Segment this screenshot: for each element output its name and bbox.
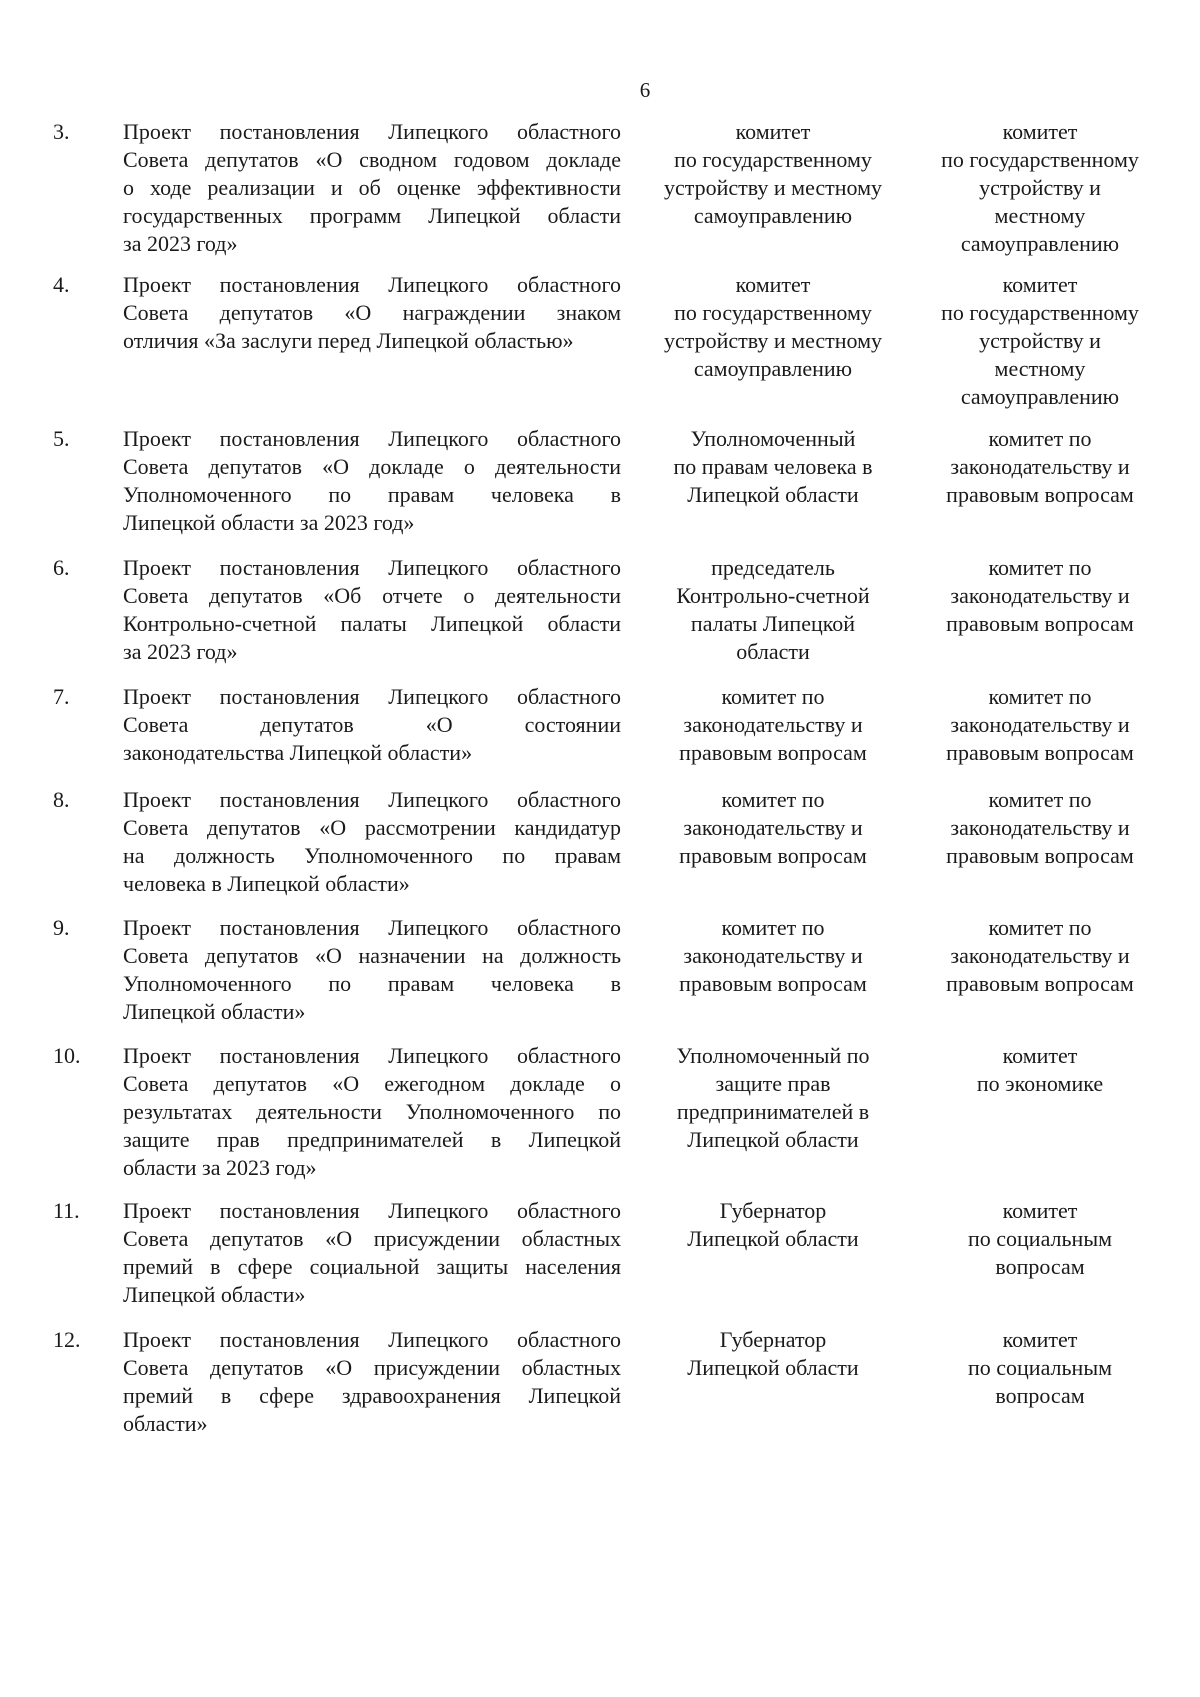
item-initiator-line: комитет	[735, 119, 811, 144]
item-committee-line: комитет по	[988, 426, 1092, 451]
item-initiator-line: самоуправлению	[693, 203, 853, 228]
item-initiator-line: Уполномоченный по	[676, 1043, 870, 1068]
item-title	[123, 271, 621, 355]
item-title-line: премий в сфере социальной защиты населения	[123, 1254, 621, 1279]
item-initiator-line: самоуправлению	[693, 356, 853, 381]
item-initiator	[643, 118, 903, 230]
item-committee-line: правовым вопросам	[946, 843, 1134, 868]
item-title-line: Проект постановления Липецкого областного	[123, 1327, 621, 1352]
item-title	[123, 683, 621, 767]
item-title-line: Проект постановления Липецкого областного	[123, 555, 621, 580]
item-title-line: на должность Уполномоченного по правам	[123, 843, 621, 868]
item-title-line: Совета депутатов «О ежегодном докладе о	[123, 1071, 621, 1096]
item-title-line: Проект постановления Липецкого областного	[123, 272, 621, 297]
item-initiator-line: по правам человека в	[673, 454, 873, 479]
item-title-line: за 2023 год»	[123, 639, 238, 664]
item-committee-line: правовым вопросам	[946, 611, 1134, 636]
item-title-line: Совета депутатов «О докладе о деятельности	[123, 454, 621, 479]
item-title-line: Липецкой области»	[123, 999, 306, 1024]
item-committee	[912, 118, 1168, 258]
item-title-line: государственных программ Липецкой области	[123, 203, 621, 228]
item-title-line: Проект постановления Липецкого областного	[123, 426, 621, 451]
item-committee-line: правовым вопросам	[946, 740, 1134, 765]
item-committee-line: устройству и	[979, 175, 1101, 200]
item-title-line: Совета депутатов «Об отчете о деятельности	[123, 583, 621, 608]
item-title-line: человека в Липецкой области»	[123, 871, 410, 896]
item-initiator	[643, 914, 903, 998]
item-initiator	[643, 683, 903, 767]
item-committee-line: комитет	[1002, 119, 1078, 144]
item-title-line: Липецкой области»	[123, 1282, 306, 1307]
item-initiator-line: устройству и местному	[663, 175, 883, 200]
item-committee-line: комитет	[1002, 1043, 1078, 1068]
item-title-line: Совета депутатов «О сводном годовом докладе	[123, 147, 621, 172]
item-title	[123, 1197, 621, 1309]
item-title-line: Проект постановления Липецкого областного	[123, 1043, 621, 1068]
item-number: 10.	[53, 1043, 81, 1068]
item-initiator-line: Уполномоченный	[690, 426, 856, 451]
item-committee	[912, 425, 1168, 509]
item-initiator-line: комитет	[735, 272, 811, 297]
item-initiator	[643, 425, 903, 509]
item-committee-line: по государственному	[941, 147, 1139, 172]
item-committee	[912, 786, 1168, 870]
item-committee-line: комитет	[1002, 1327, 1078, 1352]
item-committee-line: по социальным	[967, 1226, 1113, 1251]
item-initiator-line: законодательству и	[683, 815, 863, 840]
page-number: 6	[639, 78, 651, 102]
item-committee-line: законодательству и	[950, 943, 1130, 968]
item-initiator-line: законодательству и	[683, 943, 863, 968]
item-initiator-line: комитет по	[721, 787, 825, 812]
item-number: 5.	[53, 426, 70, 451]
item-initiator-line: правовым вопросам	[679, 740, 867, 765]
item-title	[123, 786, 621, 898]
item-title-line: отличия «За заслуги перед Липецкой областью»	[123, 328, 574, 353]
item-committee-line: комитет по	[988, 555, 1092, 580]
item-title-line: области за 2023 год»	[123, 1155, 317, 1180]
item-title-line: области»	[123, 1411, 208, 1436]
item-committee	[912, 1042, 1168, 1098]
item-committee-line: правовым вопросам	[946, 971, 1134, 996]
item-committee-line: по экономике	[976, 1071, 1104, 1096]
item-committee-line: законодательству и	[950, 454, 1130, 479]
item-committee-line: комитет по	[988, 684, 1092, 709]
item-initiator-line: палаты Липецкой	[690, 611, 856, 636]
item-title-line: законодательства Липецкой области»	[123, 740, 473, 765]
item-number: 12.	[53, 1327, 81, 1352]
item-title-line: Проект постановления Липецкого областного	[123, 684, 621, 709]
item-title-line: защите прав предпринимателей в Липецкой	[123, 1127, 621, 1152]
item-title	[123, 118, 621, 258]
item-initiator-line: Липецкой области	[687, 482, 859, 507]
item-title-line: Совета депутатов «О состоянии	[123, 712, 621, 737]
item-title-line: Совета депутатов «О рассмотрении кандидатур	[123, 815, 621, 840]
item-title-line: Проект постановления Липецкого областного	[123, 119, 621, 144]
item-title	[123, 554, 621, 666]
item-initiator-line: Губернатор	[719, 1327, 827, 1352]
item-title	[123, 1042, 621, 1182]
item-number: 7.	[53, 684, 70, 709]
item-number: 3.	[53, 119, 70, 144]
item-committee-line: законодательству и	[950, 712, 1130, 737]
item-committee	[912, 914, 1168, 998]
item-title-line: Уполномоченного по правам человека в	[123, 971, 621, 996]
item-committee-line: самоуправлению	[960, 384, 1120, 409]
item-initiator-line: Контрольно-счетной	[676, 583, 870, 608]
item-committee	[912, 271, 1168, 411]
item-committee-line: комитет по	[988, 915, 1092, 940]
item-initiator	[643, 786, 903, 870]
item-number: 11.	[53, 1198, 80, 1223]
item-title-line: Проект постановления Липецкого областного	[123, 915, 621, 940]
item-initiator-line: Липецкой области	[687, 1355, 859, 1380]
item-committee-line: вопросам	[995, 1383, 1085, 1408]
item-initiator-line: правовым вопросам	[679, 971, 867, 996]
item-initiator-line: законодательству и	[683, 712, 863, 737]
item-initiator-line: Липецкой области	[687, 1127, 859, 1152]
item-committee-line: местному	[994, 356, 1086, 381]
item-initiator-line: председатель	[711, 555, 835, 580]
item-initiator	[643, 271, 903, 383]
item-title-line: Совета депутатов «О присуждении областных	[123, 1355, 621, 1380]
item-initiator-line: Губернатор	[719, 1198, 827, 1223]
item-initiator-line: правовым вопросам	[679, 843, 867, 868]
item-title	[123, 914, 621, 1026]
item-title-line: Контрольно-счетной палаты Липецкой области	[123, 611, 621, 636]
item-committee-line: местному	[994, 203, 1086, 228]
item-initiator-line: предпринимателей в	[676, 1099, 870, 1124]
item-committee-line: законодательству и	[950, 815, 1130, 840]
item-initiator-line: по государственному	[674, 300, 872, 325]
item-title-line: Совета депутатов «О присуждении областных	[123, 1226, 621, 1251]
item-number: 8.	[53, 787, 70, 812]
item-initiator-line: устройству и местному	[663, 328, 883, 353]
item-initiator-line: по государственному	[674, 147, 872, 172]
item-committee	[912, 554, 1168, 638]
item-committee-line: самоуправлению	[960, 231, 1120, 256]
item-title-line: о ходе реализации и об оценке эффективности	[123, 175, 621, 200]
item-initiator-line: области	[736, 639, 810, 664]
item-number: 9.	[53, 915, 70, 940]
item-committee	[912, 1326, 1168, 1410]
item-committee-line: комитет	[1002, 272, 1078, 297]
item-committee-line: вопросам	[995, 1254, 1085, 1279]
item-title	[123, 425, 621, 537]
item-title-line: Липецкой области за 2023 год»	[123, 510, 415, 535]
item-committee-line: по государственному	[941, 300, 1139, 325]
item-initiator-line: комитет по	[721, 915, 825, 940]
item-title-line: Уполномоченного по правам человека в	[123, 482, 621, 507]
item-initiator-line: комитет по	[721, 684, 825, 709]
item-title-line: Проект постановления Липецкого областного	[123, 1198, 621, 1223]
item-initiator	[643, 1197, 903, 1253]
item-initiator-line: Липецкой области	[687, 1226, 859, 1251]
item-committee-line: устройству и	[979, 328, 1101, 353]
item-initiator	[643, 1326, 903, 1382]
item-title-line: за 2023 год»	[123, 231, 238, 256]
item-committee-line: правовым вопросам	[946, 482, 1134, 507]
item-title	[123, 1326, 621, 1438]
item-title-line: Проект постановления Липецкого областного	[123, 787, 621, 812]
item-number: 6.	[53, 555, 70, 580]
item-committee-line: комитет	[1002, 1198, 1078, 1223]
item-title-line: премий в сфере здравоохранения Липецкой	[123, 1383, 621, 1408]
item-title-line: Совета депутатов «О награждении знаком	[123, 300, 621, 325]
item-title-line: результатах деятельности Уполномоченного по	[123, 1099, 621, 1124]
item-committee	[912, 1197, 1168, 1281]
item-committee-line: комитет по	[988, 787, 1092, 812]
item-initiator	[643, 554, 903, 666]
item-committee-line: по социальным	[967, 1355, 1113, 1380]
item-initiator-line: защите прав	[715, 1071, 831, 1096]
item-committee-line: законодательству и	[950, 583, 1130, 608]
item-committee	[912, 683, 1168, 767]
item-number: 4.	[53, 272, 70, 297]
item-title-line: Совета депутатов «О назначении на должность	[123, 943, 621, 968]
item-initiator	[643, 1042, 903, 1154]
